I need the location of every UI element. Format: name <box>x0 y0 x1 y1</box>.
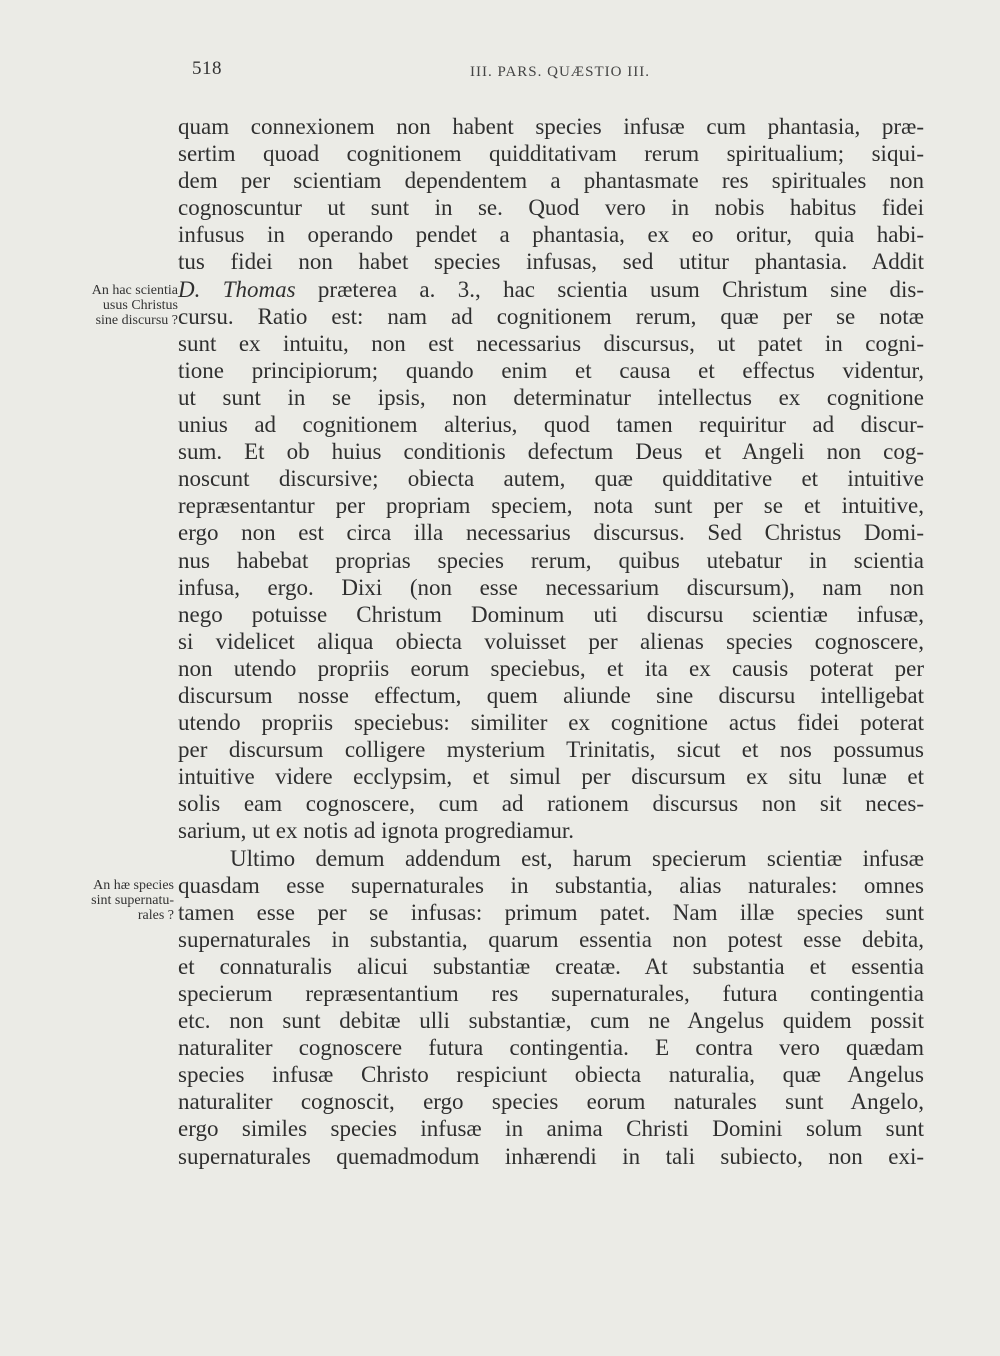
text-line: intuitive videre ecclypsim, et simul per discursum ex situ lunæ et <box>178 764 924 790</box>
text-line: infusa, ergo. Dixi (non esse necessarium discursum), nam non <box>178 574 924 600</box>
text-line: per discursum colligere mysterium Trinitatis, sicut et nos possumus <box>178 737 924 763</box>
text-line: si videlicet aliqua obiecta voluisset per alienas species cognoscere, <box>178 628 924 654</box>
text-line: quam connexionem non habent species infusæ cum phantasia, præ- <box>178 114 924 139</box>
page-number: 518 <box>192 58 222 79</box>
text-line: Ultimo demum addendum est, harum specierum scientiæ infusæ <box>230 845 924 871</box>
text-line: supernaturales quemadmodum inhærendi in tali subiecto, non exi- <box>178 1143 924 1169</box>
margin-note-line: rales ? <box>137 908 174 923</box>
text-line: repræsentantur per propriam speciem, nota sunt per se et intuitive, <box>178 493 924 519</box>
margin-note-line: sine discursu ? <box>95 313 178 328</box>
text-line: species infusæ Christo respiciunt obiecta naturalia, quæ Angelus <box>178 1062 924 1088</box>
body-text <box>178 113 924 1170</box>
text-line: naturaliter cognoscere futura contingentia. E contra vero quædam <box>178 1035 924 1061</box>
text-line: specierum repræsentantium res supernaturales, futura contingentia <box>178 981 924 1006</box>
text-line: quasdam esse supernaturales in substantia, alias naturales: omnes <box>178 872 924 898</box>
text-line: ut sunt in se ipsis, non determinatur intellectus ex cognitione <box>178 384 924 410</box>
text-line: ergo similes species infusæ in anima Christi Domini solum sunt <box>178 1116 924 1142</box>
text-line: nus habebat proprias species rerum, quibus utebatur in scientia <box>178 547 924 573</box>
text-line: cursu. Ratio est: nam ad cognitionem rerum, quæ per se notæ <box>178 303 924 329</box>
margin-note-species <box>62 878 174 923</box>
text-line: tione principiorum; quando enim et causa et effectus videntur, <box>178 357 924 383</box>
text-line: et connaturalis alicui substantiæ creatæ. At substantia et essentia <box>178 953 924 979</box>
text-line: solis eam cognoscere, cum ad rationem discursus non sit neces- <box>178 791 924 817</box>
text-line: infusus in operando pendet a phantasia, ex eo oritur, quia habi- <box>178 222 924 248</box>
text-line: tus fidei non habet species infusas, sed utitur phantasia. Addit <box>178 249 924 275</box>
margin-note-scientia <box>66 283 178 328</box>
margin-note-line: usus Christus <box>102 298 178 313</box>
running-head: III. PARS. QUÆSTIO III. <box>470 64 650 80</box>
text-line: D. Thomas præterea a. 3., hac scientia usum Christum sine dis- <box>178 276 924 302</box>
text-line: supernaturales in substantia, quarum essentia non potest esse debita, <box>178 926 924 952</box>
text-line: tamen esse per se infusas: primum patet. Nam illæ species sunt <box>178 899 924 925</box>
text-line: discursum nosse effectum, quem aliunde sine discursu intelligebat <box>178 682 924 708</box>
text-line: cognoscuntur ut sunt in se. Quod vero in nobis habitus fidei <box>178 195 924 221</box>
margin-note-line: sint supernatu- <box>91 893 174 908</box>
text-line: sarium, ut ex notis ad ignota progrediamur. <box>178 818 575 844</box>
text-line: utendo propriis speciebus: similiter ex cognitione actus fidei poterat <box>178 710 924 736</box>
author-name: D. Thomas <box>178 276 296 302</box>
text-line: non utendo propriis eorum speciebus, et ita ex causis poterat per <box>178 655 924 681</box>
text-line: sertim quoad cognitionem quidditativam rerum spiritualium; siqui- <box>178 141 924 167</box>
margin-note-line: An hac scientia <box>91 283 178 298</box>
text-line: sunt ex intuitu, non est necessarius discursus, ut patet in cogni- <box>178 330 924 356</box>
text-line: ergo non est circa illa necessarius discursus. Sed Christus Domi- <box>178 520 924 546</box>
text-line: etc. non sunt debitæ ulli substantiæ, cum ne Angelus quidem possit <box>178 1008 924 1034</box>
margin-note-line: An hæ species <box>93 878 174 893</box>
text-line: unius ad cognitionem alterius, quod tamen requiritur ad discur- <box>178 412 924 438</box>
text-line: noscunt discursive; obiecta autem, quæ quidditative et intuitive <box>178 466 924 492</box>
text-line: sum. Et ob huius conditionis defectum Deus et Angeli non cog- <box>178 439 924 465</box>
text-line: dem per scientiam dependentem a phantasmate res spirituales non <box>178 168 924 194</box>
text-line: nego potuisse Christum Dominum uti discursu scientiæ infusæ, <box>178 601 924 627</box>
text-line: naturaliter cognoscit, ergo species eorum naturales sunt Angelo, <box>178 1089 924 1115</box>
